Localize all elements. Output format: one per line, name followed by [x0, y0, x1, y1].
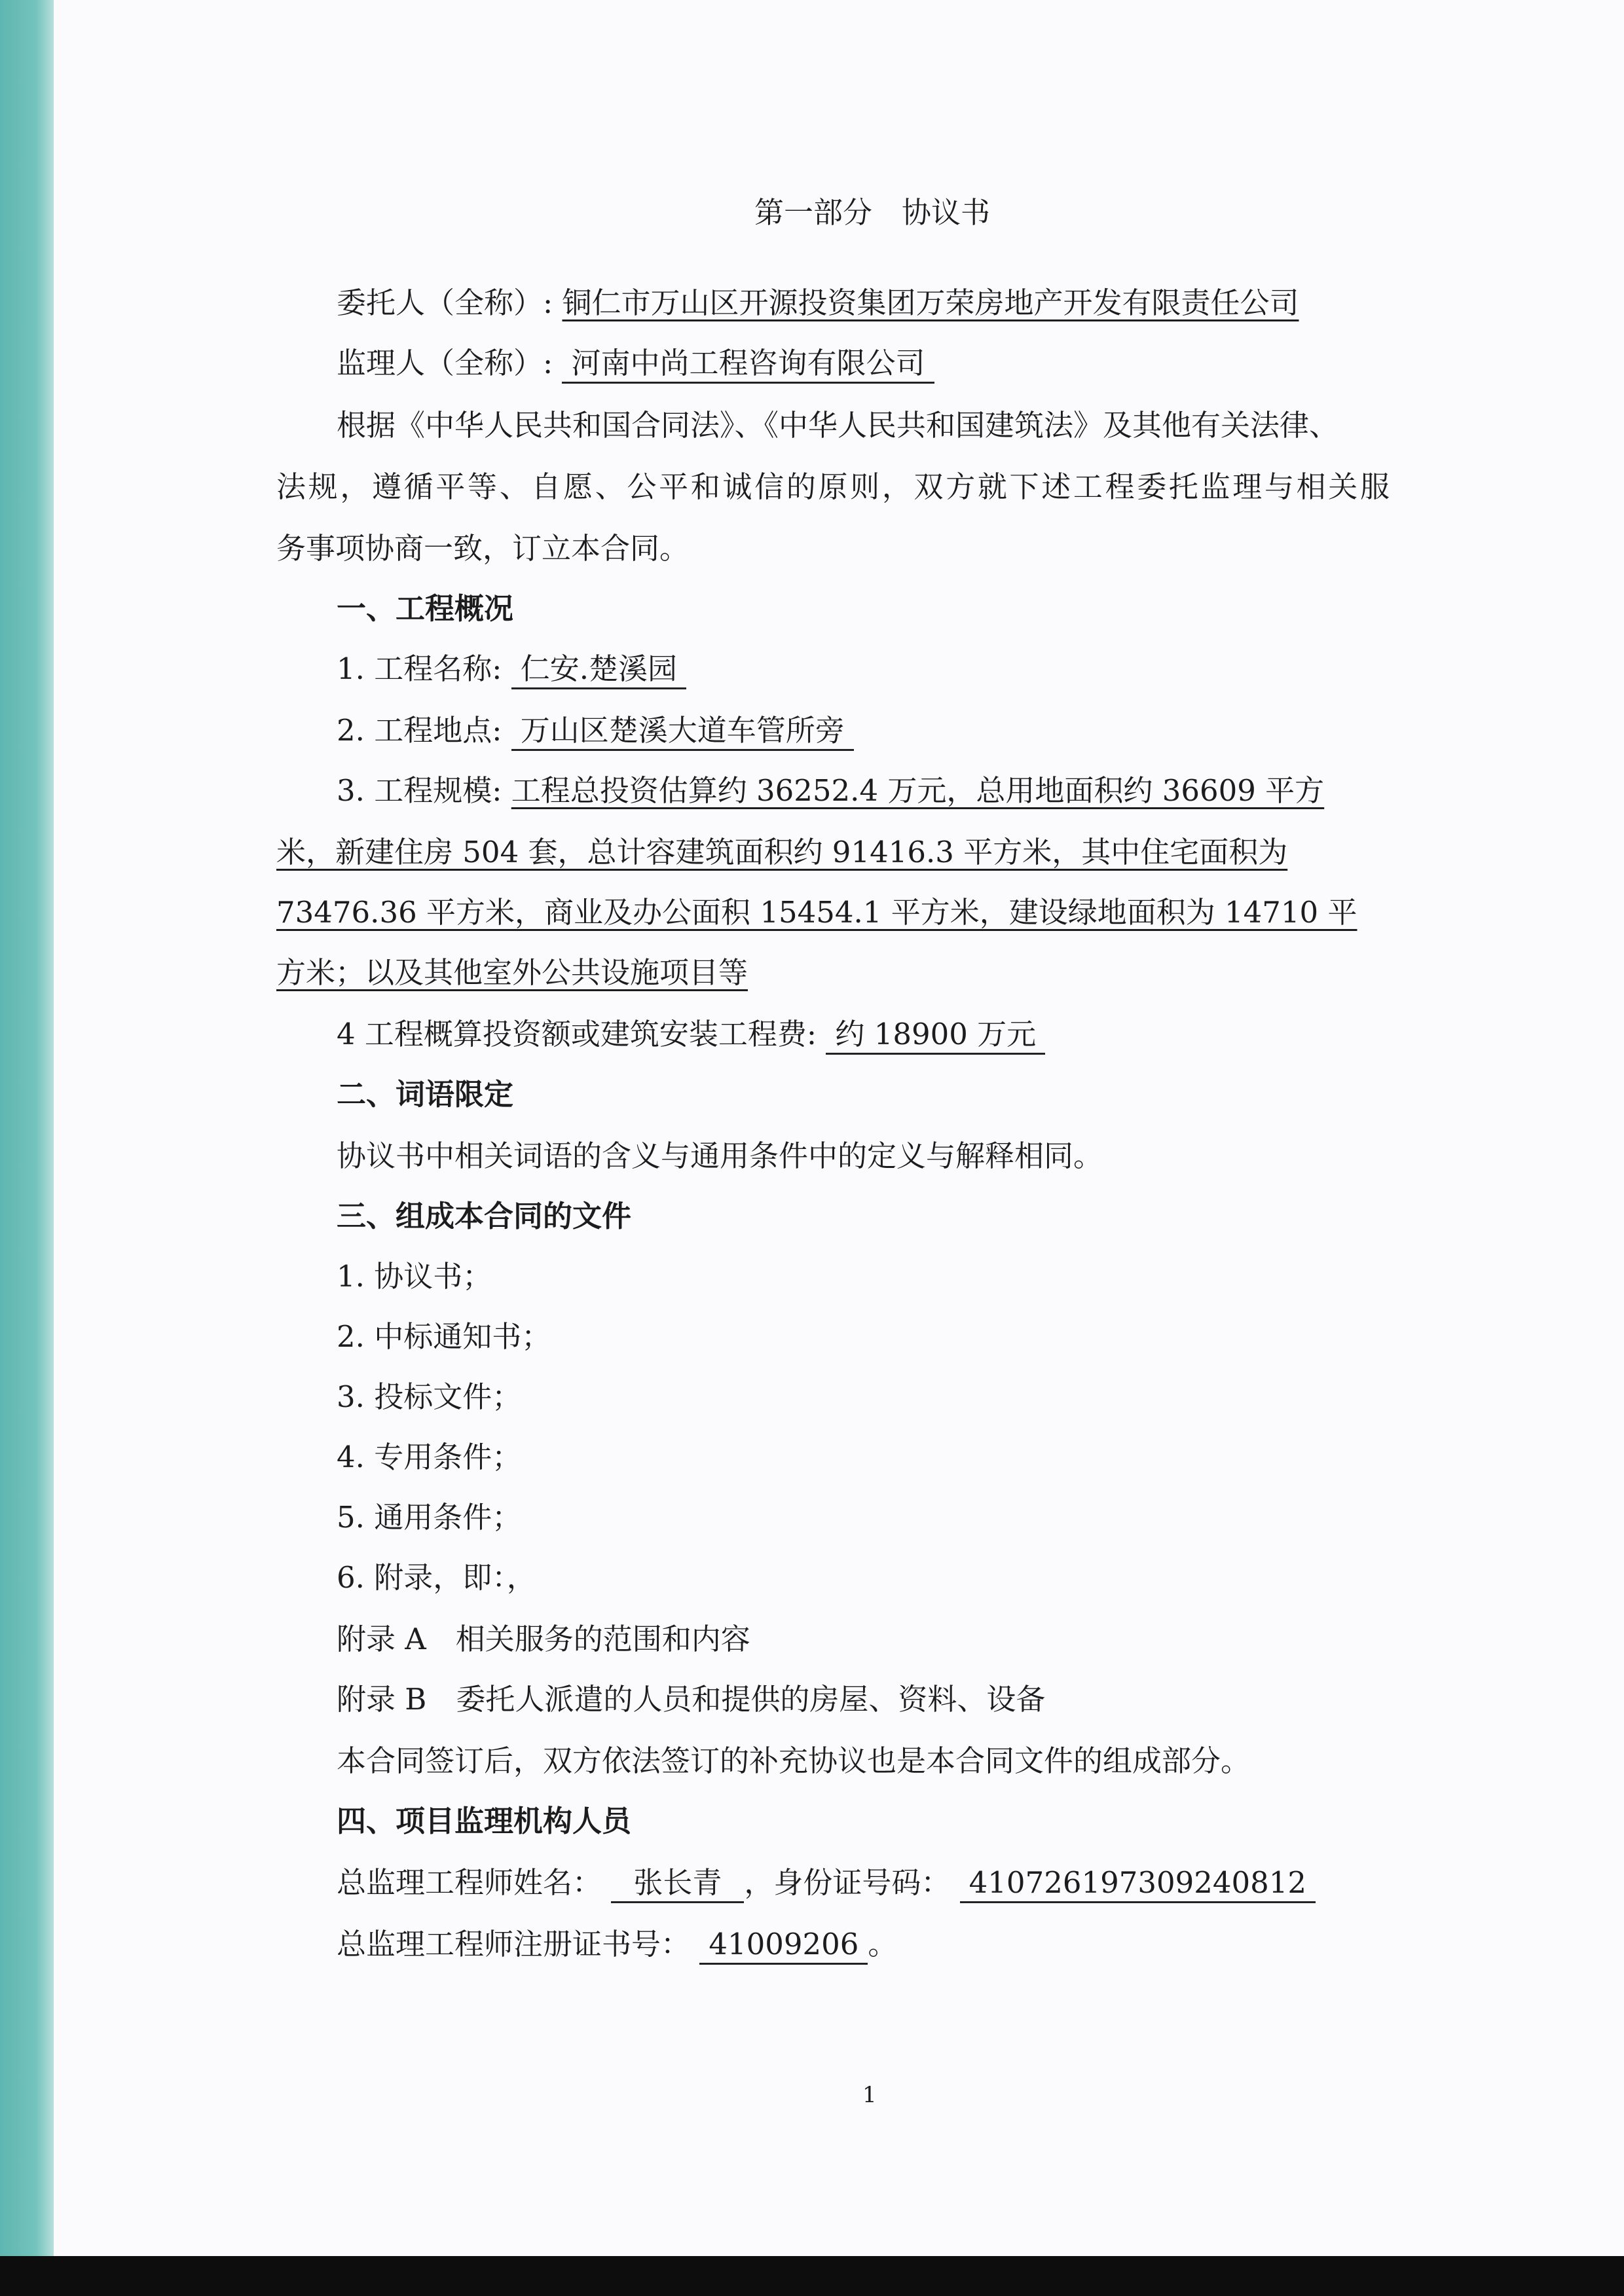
document-item-3: 3. 投标文件； [337, 1379, 522, 1414]
document-item-5: 5. 通用条件； [337, 1500, 522, 1535]
section1-heading: 一、工程概况 [337, 591, 514, 626]
page-number: 1 [862, 2082, 877, 2108]
cert-end: 。 [868, 1927, 898, 1961]
page-edge-strip [0, 0, 54, 2296]
chief-name: 张长青 [611, 1865, 744, 1903]
project-location-value: 万山区楚溪大道车管所旁 [511, 713, 854, 751]
client-line [337, 283, 1299, 323]
id-number: 410726197309240812 [960, 1865, 1316, 1903]
client-label: 委托人（全称）: [337, 285, 553, 320]
section2-heading: 二、词语限定 [337, 1077, 514, 1112]
document-item-6: 6. 附录，即：， [337, 1560, 536, 1595]
chief-name-label: 总监理工程师姓名： [337, 1865, 602, 1900]
id-label: ，身份证号码： [744, 1865, 951, 1900]
budget-line [337, 1015, 1045, 1054]
project-name-value: 仁安.楚溪园 [511, 651, 686, 689]
preamble-line-3: 务事项协商一致，订立本合同。 [276, 531, 690, 566]
document-page [54, 0, 1624, 2256]
cert-label: 总监理工程师注册证书号： [337, 1927, 691, 1961]
supervisor-name: 河南中尚工程咨询有限公司 [562, 346, 934, 384]
project-scale-text-2: 米，新建住房 504 套，总计容建筑面积约 91416.3 平方米，其中住宅面积为 [276, 835, 1288, 869]
appendix-a: 附录 A 相关服务的范围和内容 [337, 1622, 750, 1656]
client-name: 铜仁市万山区开源投资集团万荣房地产开发有限责任公司 [562, 285, 1299, 320]
scan-bottom-band [0, 2256, 1624, 2296]
section3-closing: 本合同签订后，双方依法签订的补充协议也是本合同文件的组成部分。 [337, 1743, 1251, 1778]
project-name-label: 1. 工程名称: [337, 651, 502, 686]
document-item-4: 4. 专用条件； [337, 1440, 522, 1474]
document-item-1: 1. 协议书； [337, 1259, 492, 1294]
supervisor-label: 监理人（全称）: [337, 346, 553, 380]
project-scale-line-1 [337, 771, 1324, 811]
supervisor-line [337, 344, 934, 383]
budget-value: 约 18900 万元 [826, 1017, 1045, 1055]
project-scale-text-4: 方米；以及其他室外公共设施项目等 [276, 955, 748, 990]
section3-heading: 三、组成本合同的文件 [337, 1199, 632, 1233]
chief-engineer-line [337, 1863, 1316, 1903]
project-location-label: 2. 工程地点: [337, 713, 502, 748]
page-title: 第一部分 协议书 [754, 195, 991, 230]
project-location-line [337, 711, 854, 750]
preamble-line-2: 法规，遵循平等、自愿、公平和诚信的原则，双方就下述工程委托监理与相关服 [276, 469, 1390, 504]
cert-line [337, 1925, 897, 1964]
project-scale-text-3: 73476.36 平方米，商业及办公面积 15454.1 平方米，建设绿地面积为 14710 平 [276, 895, 1357, 930]
document-item-2: 2. 中标通知书； [337, 1319, 551, 1354]
project-name-line [337, 649, 686, 689]
cert-number: 41009206 [699, 1927, 868, 1965]
section2-text: 协议书中相关词语的含义与通用条件中的定义与解释相同。 [337, 1139, 1103, 1173]
project-scale-label: 3. 工程规模: [337, 773, 502, 808]
appendix-b: 附录 B 委托人派遣的人员和提供的房屋、资料、设备 [337, 1682, 1046, 1717]
preamble-line-1: 根据《中华人民共和国合同法》、《中华人民共和国建筑法》及其他有关法律、 [337, 408, 1339, 443]
project-scale-text-1: 工程总投资估算约 36252.4 万元，总用地面积约 36609 平方 [511, 773, 1325, 808]
section4-heading: 四、项目监理机构人员 [337, 1804, 632, 1838]
budget-label: 4 工程概算投资额或建筑安装工程费: [337, 1017, 817, 1051]
